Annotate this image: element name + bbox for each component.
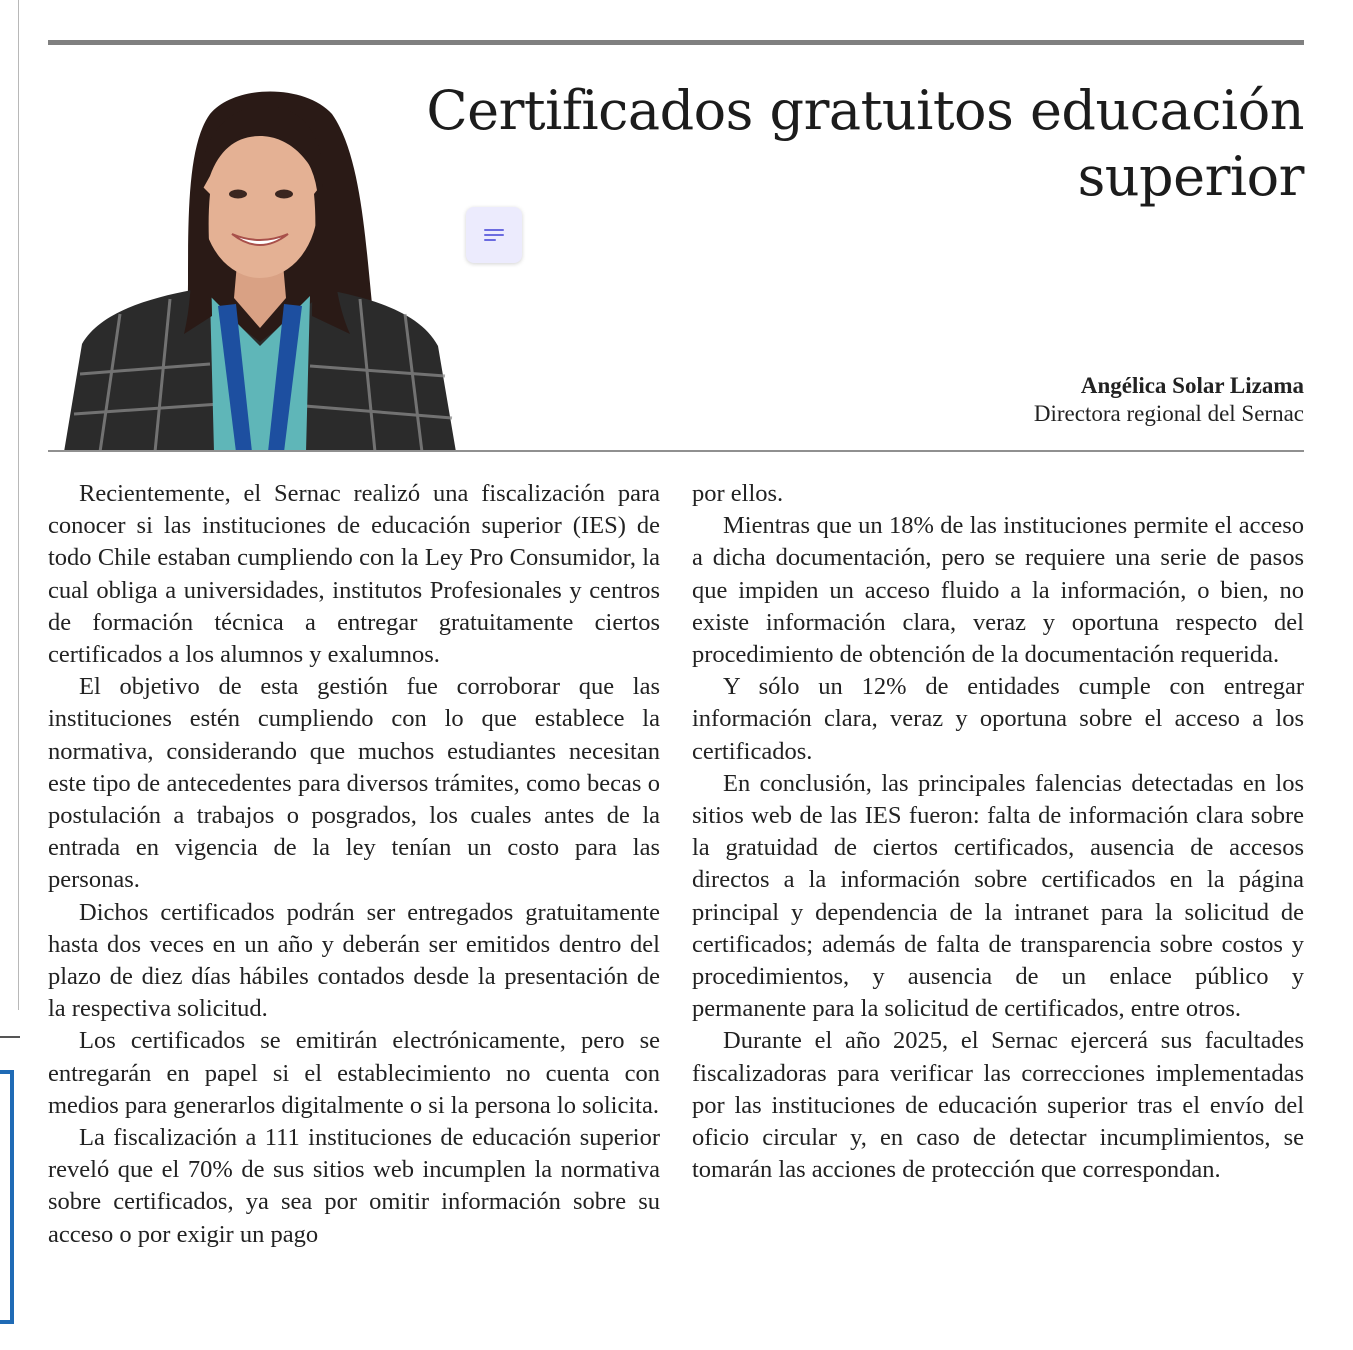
paragraph: En conclusión, las principales falencias detectadas en los sitios web de las IES fueron: falta de información clara sobre la gratuidad de ciertos certificados, ausencia de accesos directos a la información sobre certificados en la página principal y dependencia de la intranet para la solicitud de certificados; además de falta de transparencia sobre costos y procedimientos, y ausencia de un enlace público y permanente para la solicitud de certificados, entre otros.	[692, 769, 1304, 1023]
body-column-right	[692, 478, 1304, 1186]
headline-line-1: Certificados gratuitos educación	[426, 79, 1304, 142]
paragraph: Los certificados se emitirán electrónicamente, pero se entregarán en papel si el establecimiento no cuenta con medios para generarlos digitalmente o si la persona lo solicita.	[48, 1027, 660, 1119]
paragraph: El objetivo de esta gestión fue corroborar que las instituciones estén cumpliendo con lo que establece la normativa, considerando que muchos estudiantes necesitan este tipo de antecedentes para diversos trámites, como becas o postulación a trabajos o posgrados, los cuales antes de la entrada en vigencia de la ley tenían un costo para las personas.	[48, 673, 660, 894]
paragraph: Y sólo un 12% de entidades cumple con entregar información clara, veraz y oportuna sobre el acceso a los certificados.	[692, 673, 1304, 765]
page-edge-tick	[0, 1036, 20, 1038]
paragraph: Mientras que un 18% de las instituciones permite el acceso a dicha documentación, pero se requiere una serie de pasos que impiden un acceso fluido a la información, o bien, no existe información clara, veraz y oportuna respecto del procedimiento de obtención de la documentación requerida.	[692, 512, 1304, 669]
paragraph-continued: por ellos.	[692, 480, 784, 507]
page-edge-line	[18, 0, 19, 1010]
author-name: Angélica Solar Lizama	[1080, 373, 1304, 398]
top-rule	[48, 40, 1304, 45]
paragraph: Recientemente, el Sernac realizó una fiscalización para conocer si las instituciones de educación superior (IES) de todo Chile estaban cumpliendo con la Ley Pro Consumidor, la cual obliga a universidades, institutos Profesionales y centros de formación técnica a entregar gratuitamente ciertos certificados a los alumnos y exalumnos.	[48, 480, 660, 669]
paragraph: Durante el año 2025, el Sernac ejercerá sus facultades fiscalizadoras para verificar las correcciones implementadas por las instituciones de educación superior tras el envío del oficio circular y, en caso de detectar incumplimientos, se tomarán las acciones de protección que correspondan.	[692, 1027, 1304, 1184]
menu-lines-icon	[482, 225, 506, 245]
headline-line-2: superior	[1077, 145, 1304, 208]
menu-button[interactable]	[466, 207, 522, 263]
header-divider	[48, 450, 1304, 452]
author-portrait	[60, 84, 460, 452]
author-role: Directora regional del Sernac	[1033, 401, 1304, 426]
paragraph: La fiscalización a 111 instituciones de educación superior reveló que el 70% de sus sitios web incumplen la normativa sobre certificados, ya sea por omitir información sobre su acceso o por exigir un pago	[48, 1124, 660, 1248]
body-column-left	[48, 478, 660, 1251]
article-headline	[404, 78, 1304, 210]
adjacent-article-frame	[0, 1070, 14, 1324]
paragraph: Dichos certificados podrán ser entregados gratuitamente hasta dos veces en un año y deberán ser emitidos dentro del plazo de diez días hábiles contados desde la presentación de la respectiva solicitud.	[48, 898, 660, 1023]
byline	[1034, 372, 1304, 428]
